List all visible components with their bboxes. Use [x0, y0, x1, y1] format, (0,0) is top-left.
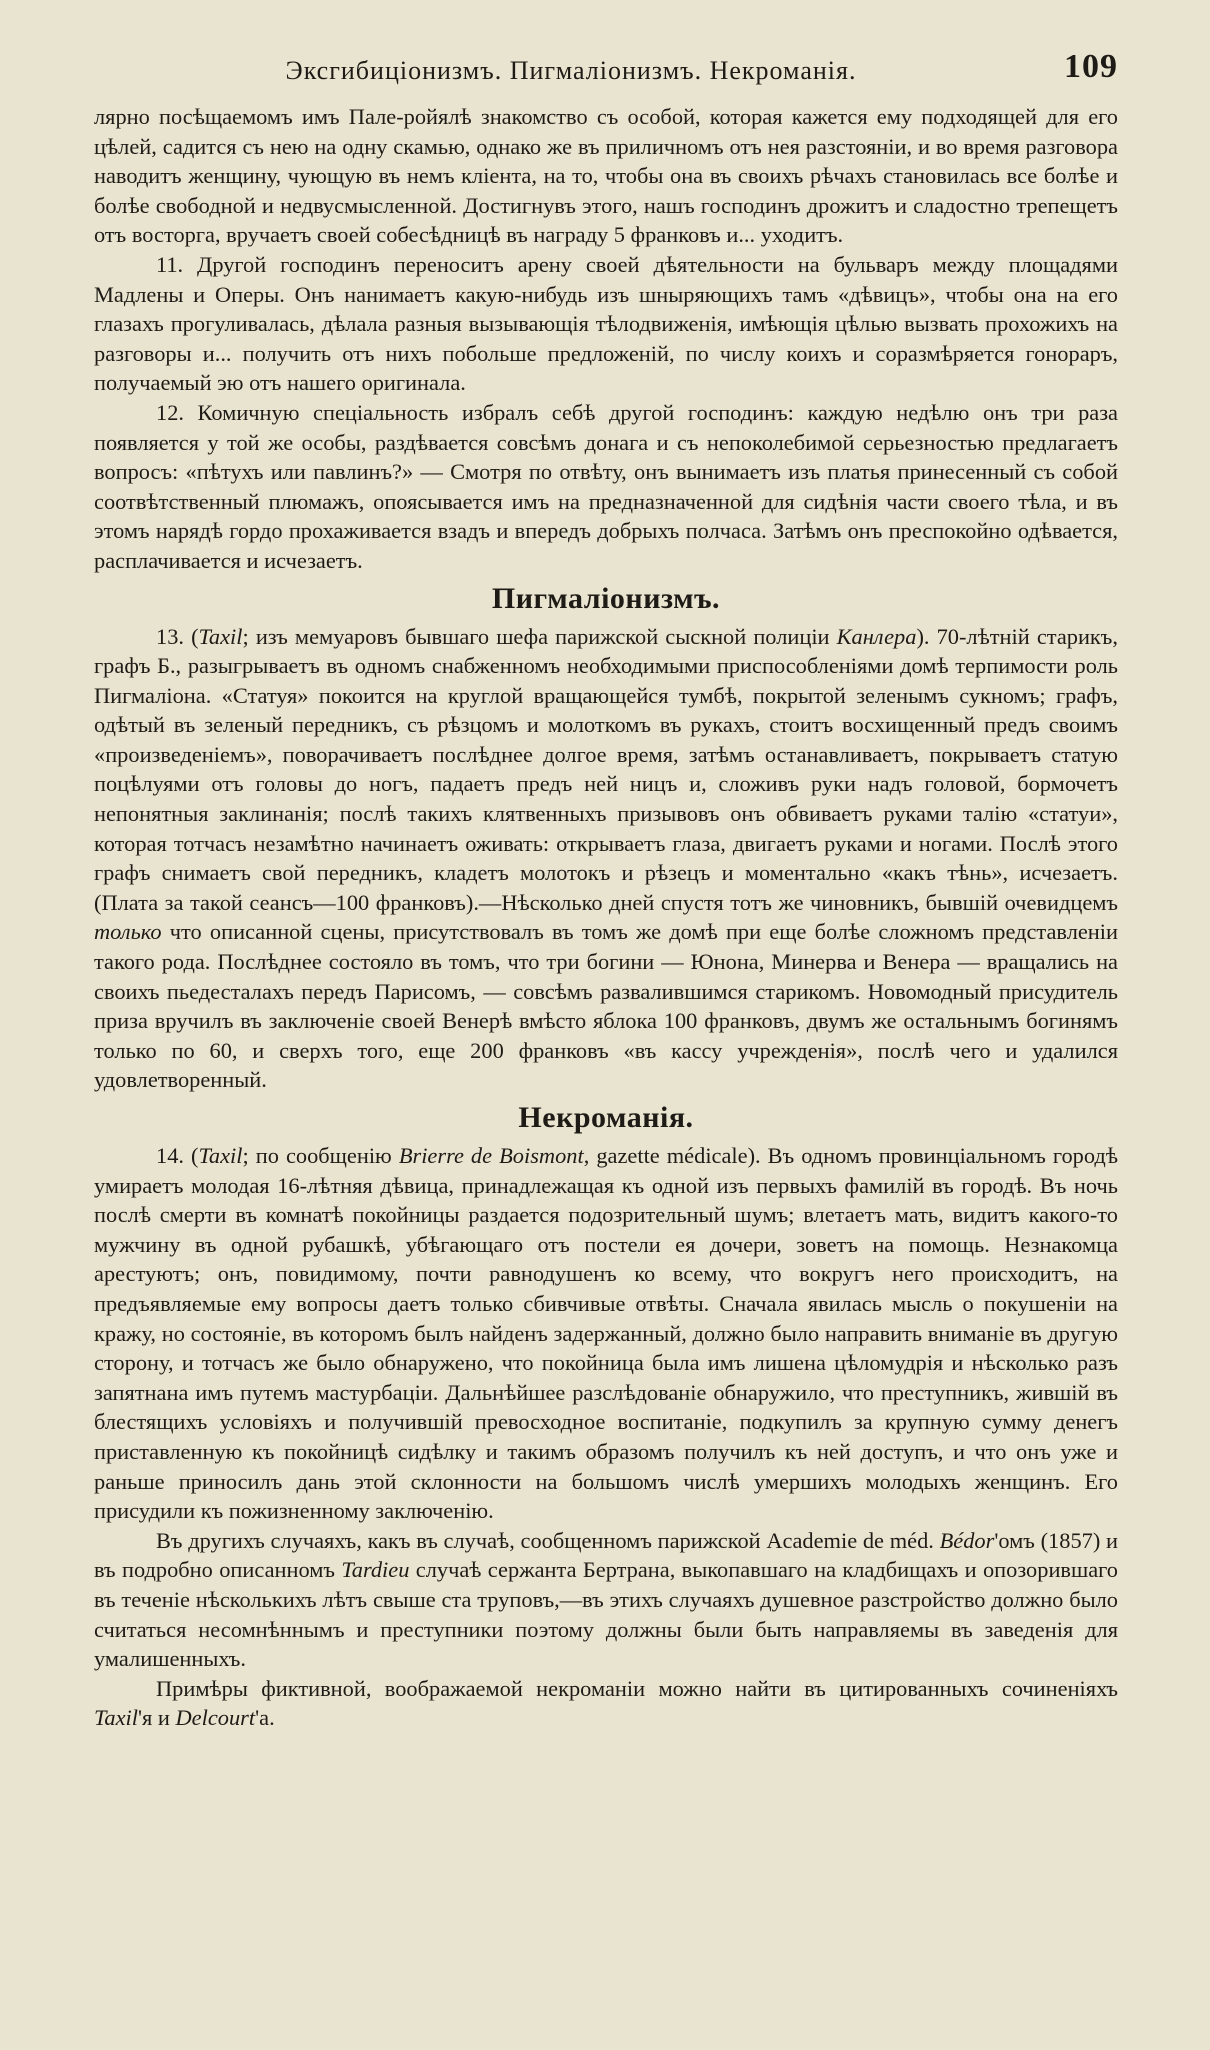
section-exhibitionism	[94, 102, 1118, 576]
heading-necromania: Некроманія.	[518, 1101, 694, 1134]
paragraph-15	[94, 1526, 1118, 1674]
source-brierre-de-boismont: Brierre de Boismont	[398, 1143, 584, 1168]
author-kanler: Канлера	[836, 623, 917, 649]
section-pygmalionism	[94, 582, 1118, 1096]
author-tardieu: Tardieu	[341, 1557, 410, 1583]
author-delcourt: Delcourt	[175, 1705, 256, 1731]
paragraph-15-text-c: случаѣ сержанта Бертрана, выкопавшаго на кладбищахъ и опозорившаго въ теченіе нѣсколькихъ лѣтъ свыше ста труповъ,—въ этихъ случаяхъ душевное разстройство должно было считаться несомнѣннымъ и преступники поэтому должны были быть направляемы въ заведенія для умалишенныхъ.	[94, 1557, 1118, 1672]
paragraph-16-text-a: Примѣры фиктивной, воображаемой некроманіи можно найти въ цитированныхъ сочиненіяхъ	[156, 1675, 1118, 1701]
paragraph-14-text-b: , gazette médicale). Въ одномъ провинціальномъ городѣ умираетъ молодая 16-лѣтняя дѣвица, принадлежащая къ одной изъ первыхъ фамилій въ городѣ. Въ ночь послѣ смерти въ комнатѣ покойницы раздается подозрительный шумъ; влетаетъ мать, видитъ какого-то мужчину въ одной рубашкѣ, убѣгающаго отъ постели ея дочери, зоветъ на помощь. Незнакомца арестуютъ; онъ, повидимому, почти равнодушенъ ко всему, что вокругъ него происходитъ, на предъявляемые ему вопросы даетъ только сбивчивые отвѣты. Сначала явилась мысль о покушеніи на кражу, но состояніе, въ которомъ былъ найденъ задержанный, должно было направить вниманіе въ другую сторону, и тотчасъ же было обнаружено, что покойница была имъ лишена цѣломудрія и нѣсколько разъ запятнана имъ путемъ мастурбаціи. Дальнѣйшее разслѣдованіе обнаружило, что преступникъ, жившій въ блестящихъ условіяхъ и получившій превосходное воспитаніе, подкупилъ за крупную сумму денегъ приставленную къ покойницѣ сидѣлку и такимъ образомъ получилъ къ ней доступъ, и что онъ уже и раньше приносилъ дань этой склонности на большомъ числѣ умершихъ молодыхъ женщинъ. Его присудили къ пожизненному заключенію.	[94, 1143, 1118, 1524]
paragraph-12: 12. Комичную спеціальность избралъ себѣ другой господинъ: каждую недѣлю онъ три раза появляется у той же особы, раздѣвается совсѣмъ донага и съ непоколебимой серьезностью предлагаетъ вопросъ: «пѣтухъ или павлинъ?» — Смотря по отвѣту, онъ вынимаетъ изъ платья принесенный съ собой соотвѣтственный плюмажъ, опоясывается имъ на предназначенной для сидѣнія части своего тѣла, и въ этомъ нарядѣ гордо прохаживается взадъ и впередъ добрыхъ полчаса. Затѣмъ онъ преспокойно одѣвается, расплачивается и исчезаетъ.	[94, 399, 1118, 573]
paragraph-13-number: 13. (	[156, 623, 199, 649]
author-taxil: Taxil	[198, 1143, 243, 1168]
paragraph-16-text-b: 'я и	[137, 1705, 176, 1731]
author-taxil: Taxil	[94, 1705, 138, 1731]
paragraph-10-continuation: лярно посѣщаемомъ имъ Пале-ройялѣ знакомство съ особой, которая кажется ему подходящей для его цѣлей, садится съ нею на одну скамью, однако же въ приличномъ отъ нея разстояніи, и во время разговора наводитъ женщину, чующую въ немъ кліента, на то, чтобы она въ своихъ рѣчахъ становилась все болѣе и болѣе свободной и недвусмысленной. Достигнувъ этого, нашъ господинъ дрожитъ и сладостно трепещетъ отъ восторга, вручаетъ своей собесѣдницѣ въ награду 5 франковъ и... уходитъ.	[94, 104, 1118, 248]
paragraph-11: 11. Другой господинъ переноситъ арену своей дѣятельности на бульваръ между площадями Мадлены и Оперы. Онъ нанимаетъ какую-нибудь изъ шныряющихъ тамъ «дѣвицъ», чтобы она на его глазахъ прогуливалась, дѣлала разныя вызывающія тѣлодвиженія, имѣющія цѣлью вызвать прохожихъ на разговоры и... получить отъ нихъ побольше предложеній, по числу коихъ и соразмѣряется гонораръ, получаемый эю отъ нашего оригинала.	[94, 251, 1118, 396]
paragraph-15-text-b: 'омъ (1857) и въ подробно описанномъ	[94, 1527, 1118, 1583]
paragraph-14	[94, 1141, 1118, 1526]
heading-pygmalionism: Пигмаліонизмъ.	[491, 581, 721, 615]
emphasis-only: только	[94, 919, 162, 945]
running-head	[94, 48, 1118, 102]
paragraph-13-text-c: что описанной сцены, присутствовалъ въ томъ же домѣ при еще болѣе сложномъ представленіи такого рода. Послѣднее состояло въ томъ, что три богини — Юнона, Минерва и Венера — вращались на своихъ пьедесталахъ передъ Парисомъ, — совсѣмъ развалившимся старикомъ. Новомодный присудитель приза вручилъ въ заключеніе своей Венерѣ вмѣсто яблока 100 франковъ, двумъ же остальнымъ богинямъ только по 60, и сверхъ того, еще 200 франковъ «въ кассу учрежденія», послѣ чего и удалился удовлетворенный.	[94, 919, 1118, 1093]
paragraph-14-text-a: ; по сообщенію	[242, 1143, 399, 1168]
paragraph-13-text-b: ). 70-лѣтній старикъ, графъ Б., разыгрываетъ въ одномъ снабженномъ необходимыми приспособленіями домѣ терпимости роль Пигмаліона. «Статуя» покоится на круглой вращающейся тумбѣ, покрытой зеленымъ сукномъ; графъ, одѣтый въ зеленый передникъ, съ рѣзцомъ и молоткомъ въ рукахъ, стоитъ восхищенный предъ своимъ «произведеніемъ», поворачиваетъ послѣднее долгое время, затѣмъ останавливаетъ, покрываетъ статую поцѣлуями отъ головы до ногъ, падаетъ предъ ней ницъ и, сложивъ руки надъ головой, бормочетъ непонятныя заклинанія; послѣ такихъ клятвенныхъ призывовъ онъ обвиваетъ руками талію «статуи», которая тотчасъ незамѣтно начинаетъ оживать: открываетъ глаза, двигаетъ руками и ногами. Послѣ этого графъ снимаетъ свой передникъ, кладетъ молотокъ и рѣзецъ и моментально «какъ тѣнь», исчезаетъ. (Плата за такой сеансъ—100 франковъ).—Нѣсколько дней спустя тотъ же чиновникъ, бывшій очевидцемъ	[94, 623, 1118, 915]
page-number: 109	[1064, 48, 1118, 85]
paragraph-15-text-a: Въ другихъ случаяхъ, какъ въ случаѣ, сообщенномъ парижской Academie de méd.	[156, 1527, 940, 1553]
paragraph-14-number: 14. (	[156, 1143, 199, 1168]
paragraph-13	[94, 622, 1118, 1096]
paragraph-13-text-a: ; изъ мемуаровъ бывшаго шефа парижской сыскной полиціи	[242, 623, 837, 649]
author-bedor: Bédor	[939, 1527, 995, 1553]
paragraph-16	[94, 1674, 1118, 1733]
section-necromania	[94, 1101, 1118, 1733]
author-taxil: Taxil	[198, 623, 243, 649]
paragraph-16-text-c: 'a.	[255, 1705, 275, 1731]
running-head-title: Эксгибиціонизмъ. Пигмаліонизмъ. Некроманія.	[285, 56, 857, 85]
